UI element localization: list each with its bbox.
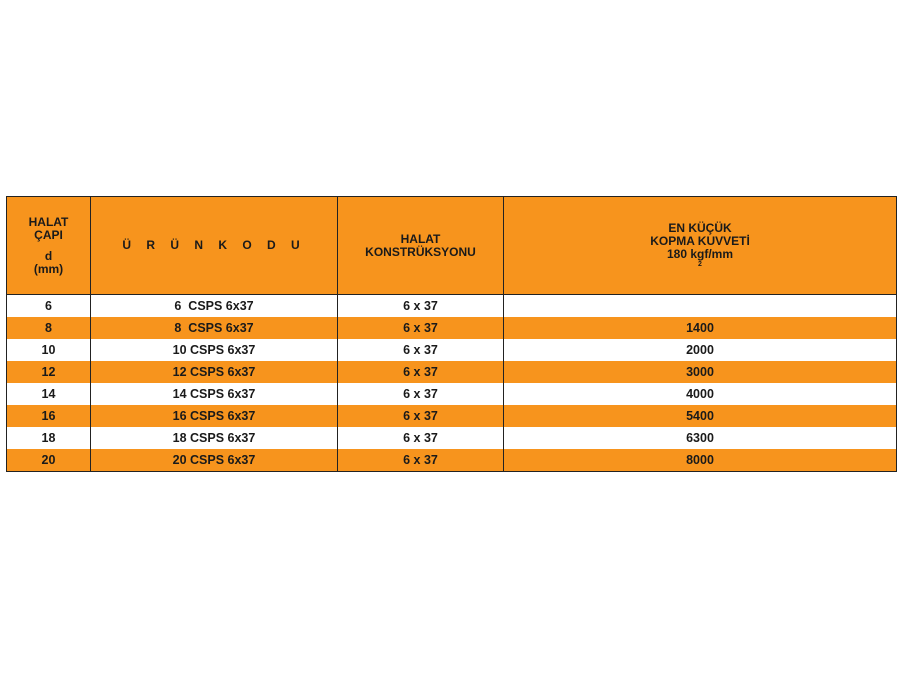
header-construction — [338, 197, 504, 295]
header-row — [7, 197, 897, 295]
cell-strength: 3000 — [504, 361, 897, 383]
cell-diameter: 18 — [7, 427, 91, 449]
table-row — [7, 449, 897, 472]
cell-strength: 6300 — [504, 427, 897, 449]
cell-strength: 2000 — [504, 339, 897, 361]
cell-strength — [504, 295, 897, 318]
cell-code: 12 CSPS 6x37 — [91, 361, 338, 383]
table-header — [7, 197, 897, 295]
cell-strength: 1400 — [504, 317, 897, 339]
header-code: Ü R Ü N K O D U — [91, 197, 338, 295]
cell-diameter: 12 — [7, 361, 91, 383]
cell-diameter: 14 — [7, 383, 91, 405]
cell-diameter: 6 — [7, 295, 91, 318]
cell-construction: 6 x 37 — [338, 383, 504, 405]
header-construction-line-2: KONSTRÜKSYONU — [365, 244, 476, 259]
header-strength-unit: 180 kgf/mm — [666, 247, 734, 261]
cell-construction: 6 x 37 — [338, 405, 504, 427]
cell-code: 18 CSPS 6x37 — [91, 427, 338, 449]
header-diameter-line-1: HALAT — [28, 214, 69, 229]
header-diameter-line-3: d — [44, 248, 53, 263]
cell-construction: 6 x 37 — [338, 427, 504, 449]
header-strength-line-3 — [504, 248, 896, 269]
cell-diameter: 20 — [7, 449, 91, 472]
header-strength-line-2: KOPMA KUVVETİ — [650, 234, 750, 248]
header-strength — [504, 197, 897, 295]
cell-construction: 6 x 37 — [338, 295, 504, 318]
table-body — [7, 295, 897, 472]
table-row — [7, 361, 897, 383]
cell-strength: 8000 — [504, 449, 897, 472]
header-strength-exponent: 2 — [698, 261, 702, 268]
cell-code: 8 CSPS 6x37 — [91, 317, 338, 339]
table-row — [7, 383, 897, 405]
header-strength-line-1: EN KÜÇÜK — [668, 221, 732, 235]
cell-construction: 6 x 37 — [338, 361, 504, 383]
cell-construction: 6 x 37 — [338, 339, 504, 361]
cell-diameter: 10 — [7, 339, 91, 361]
cell-code: 20 CSPS 6x37 — [91, 449, 338, 472]
table-row — [7, 427, 897, 449]
table-row — [7, 317, 897, 339]
spec-table — [6, 196, 897, 472]
cell-strength: 5400 — [504, 405, 897, 427]
cell-construction: 6 x 37 — [338, 449, 504, 472]
header-diameter-line-4: (mm) — [33, 261, 64, 276]
table-row — [7, 339, 897, 361]
cell-diameter: 16 — [7, 405, 91, 427]
table-row — [7, 405, 897, 427]
cell-strength: 4000 — [504, 383, 897, 405]
cell-diameter: 8 — [7, 317, 91, 339]
cell-code: 10 CSPS 6x37 — [91, 339, 338, 361]
table-row — [7, 295, 897, 318]
cell-code: 6 CSPS 6x37 — [91, 295, 338, 318]
cell-code: 16 CSPS 6x37 — [91, 405, 338, 427]
header-diameter-line-2: ÇAPI — [34, 227, 63, 242]
header-construction-line-1: HALAT — [400, 231, 441, 246]
header-diameter — [7, 197, 91, 295]
cell-code: 14 CSPS 6x37 — [91, 383, 338, 405]
cell-construction: 6 x 37 — [338, 317, 504, 339]
